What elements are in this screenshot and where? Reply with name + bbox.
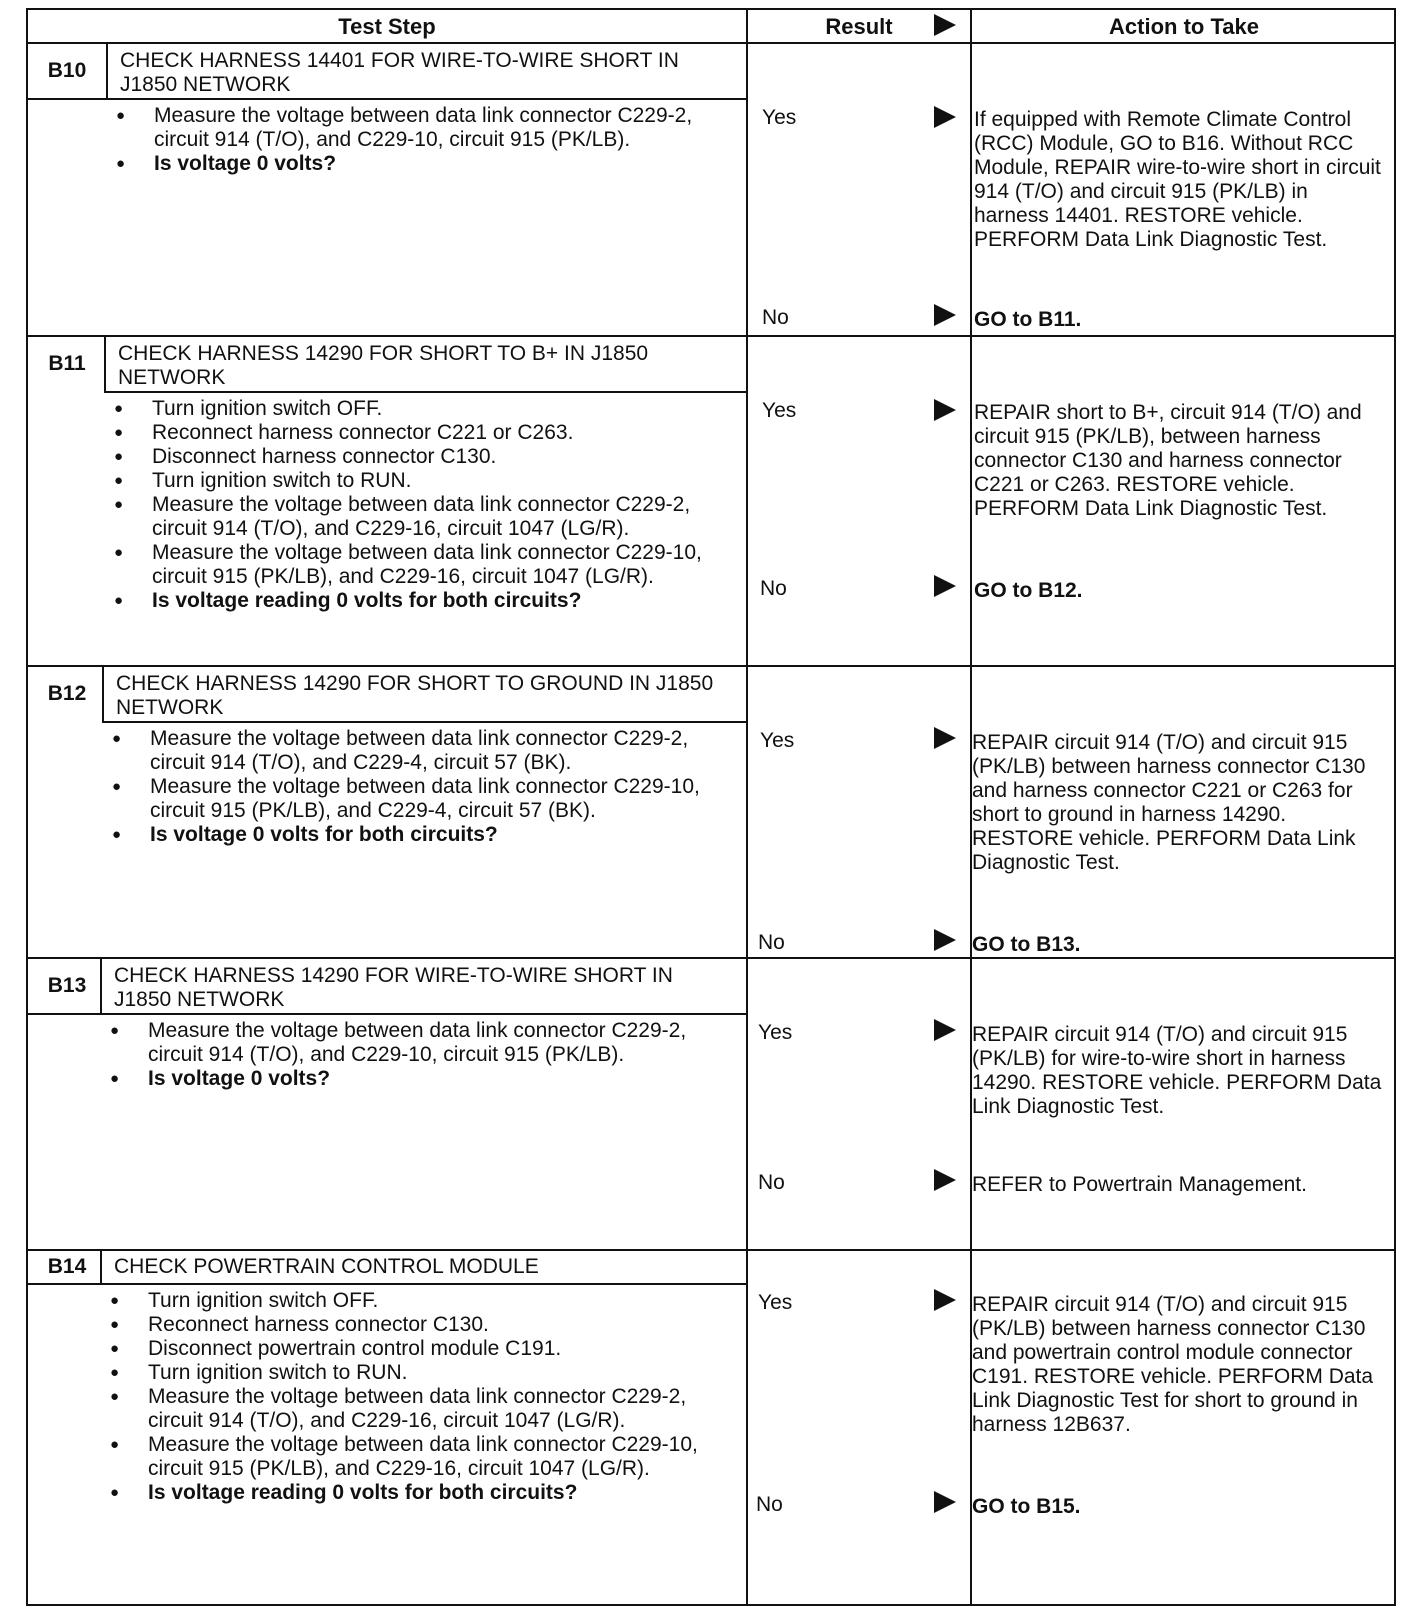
result-no: No (760, 577, 787, 600)
section-id: B11 (48, 352, 86, 375)
result-yes: Yes (758, 1291, 793, 1314)
diagnostic-table (26, 8, 1396, 1606)
step-item: ● Reconnect harness connector C221 or C263. (114, 421, 714, 445)
step-item: ● Measure the voltage between data link connector C229-2, circuit 914 (T/O), and C229-10, circuit 915 (PK/LB). (116, 104, 716, 152)
step-question: ● Is voltage reading 0 volts for both circuits? (110, 1481, 710, 1505)
result-no: No (758, 1171, 785, 1194)
section-id-divider (104, 337, 106, 391)
title-divider (104, 391, 746, 393)
step-item: ● Measure the voltage between data link connector C229-10, circuit 915 (PK/LB), and C229-4, circuit 57 (BK). (112, 775, 712, 823)
result-no: No (762, 306, 789, 329)
yes-action: REPAIR short to B+, circuit 914 (T/O) and circuit 915 (PK/LB), between harness connector C130 and harness connector C221 or C263. RESTORE vehicle. PERFORM Data Link Diagnostic Test. (974, 401, 1362, 520)
section-b13 (28, 959, 1394, 1249)
result-yes: Yes (762, 399, 797, 422)
step-item: ● Measure the voltage between data link connector C229-2, circuit 914 (T/O), and C229-16, circuit 1047 (LG/R). (110, 1385, 710, 1433)
yes-action: If equipped with Remote Climate Control (RCC) Module, GO to B16. Without RCC Module, REPAIR wire-to-wire short in circuit 914 (T/O) and circuit 915 (PK/LB) in harness 14401. RESTORE vehicle. PERFORM Data Link Diagnostic Test. (974, 108, 1381, 251)
no-arrow-icon (934, 1491, 956, 1513)
step-item: ● Reconnect harness connector C130. (110, 1313, 710, 1337)
section-id-divider (100, 959, 102, 1013)
no-action: GO to B13. (972, 933, 1081, 956)
step-list (110, 1019, 710, 1091)
title-divider (102, 721, 746, 723)
no-arrow-icon (934, 304, 956, 326)
no-arrow-icon (934, 929, 956, 951)
section-b11 (28, 337, 1394, 665)
section-title: CHECK HARNESS 14290 FOR SHORT TO GROUND IN J1850 NETWORK (116, 672, 714, 719)
result-yes: Yes (758, 1021, 793, 1044)
step-question: ● Is voltage 0 volts? (110, 1067, 710, 1091)
result-no: No (756, 1493, 783, 1516)
no-action: GO to B12. (974, 579, 1083, 602)
step-question: ● Is voltage reading 0 volts for both circuits? (114, 589, 714, 613)
section-title: CHECK HARNESS 14290 FOR SHORT TO B+ IN J1850 NETWORK (118, 342, 649, 389)
yes-arrow-icon (934, 1289, 956, 1311)
yes-action: REPAIR circuit 914 (T/O) and circuit 915 (PK/LB) between harness connector C130 and powertrain control module connector C191. RESTORE vehicle. PERFORM Data Link Diagnostic Test for short to ground in harness 12B637. (972, 1293, 1374, 1436)
yes-arrow-icon (934, 399, 956, 421)
header-action: Action to Take (1109, 14, 1259, 39)
yes-action: REPAIR circuit 914 (T/O) and circuit 915 (PK/LB) for wire-to-wire short in harness 14290. RESTORE vehicle. PERFORM Data Link Diagnostic Test. (972, 1023, 1382, 1118)
step-item: ● Measure the voltage between data link connector C229-2, circuit 914 (T/O), and C229-4, circuit 57 (BK). (112, 727, 712, 775)
section-b10 (28, 44, 1394, 336)
section-id-divider (102, 667, 104, 721)
section-b12 (28, 667, 1394, 957)
step-list (110, 1289, 710, 1505)
section-id: B14 (47, 1255, 87, 1278)
no-action: GO to B15. (972, 1495, 1081, 1518)
step-item: ● Measure the voltage between data link connector C229-10, circuit 915 (PK/LB), and C229-16, circuit 1047 (LG/R). (114, 541, 714, 589)
step-item: ● Turn ignition switch OFF. (114, 397, 714, 421)
no-action: GO to B11. (974, 308, 1082, 331)
step-item: ● Turn ignition switch OFF. (110, 1289, 710, 1313)
section-id: B12 (47, 682, 87, 705)
step-item: ● Measure the voltage between data link connector C229-10, circuit 915 (PK/LB), and C229-16, circuit 1047 (LG/R). (110, 1433, 710, 1481)
step-item: ● Disconnect powertrain control module C191. (110, 1337, 710, 1361)
section-title: CHECK HARNESS 14290 FOR WIRE-TO-WIRE SHORT IN J1850 NETWORK (114, 964, 673, 1011)
result-yes: Yes (762, 106, 797, 129)
step-list (112, 727, 712, 847)
section-title: CHECK HARNESS 14401 FOR WIRE-TO-WIRE SHORT IN J1850 NETWORK (120, 49, 679, 96)
title-divider (28, 1283, 746, 1285)
yes-action: REPAIR circuit 914 (T/O) and circuit 915 (PK/LB) between harness connector C130 and harness connector C221 or C263 for short to ground in harness 14290. RESTORE vehicle. PERFORM Data Link Diagnostic Test. (972, 731, 1366, 874)
title-divider (28, 1013, 746, 1015)
step-list (114, 397, 714, 613)
no-action: REFER to Powertrain Management. (972, 1173, 1307, 1196)
result-no: No (758, 931, 785, 954)
header-result: Result (825, 14, 893, 39)
step-item: ● Disconnect harness connector C130. (114, 445, 714, 469)
result-yes: Yes (760, 729, 795, 752)
section-id: B10 (47, 59, 87, 82)
no-arrow-icon (934, 575, 956, 597)
header-test-step: Test Step (338, 14, 436, 39)
section-b14 (28, 1251, 1394, 1606)
step-item: ● Measure the voltage between data link connector C229-2, circuit 914 (T/O), and C229-10, circuit 915 (PK/LB). (110, 1019, 710, 1067)
yes-arrow-icon (934, 727, 956, 749)
section-title: CHECK POWERTRAIN CONTROL MODULE (114, 1255, 539, 1278)
yes-arrow-icon (934, 1019, 956, 1041)
yes-arrow-icon (934, 106, 956, 128)
step-item: ● Measure the voltage between data link connector C229-2, circuit 914 (T/O), and C229-16, circuit 1047 (LG/R). (114, 493, 714, 541)
header-arrow-icon (934, 14, 956, 36)
step-item: ● Turn ignition switch to RUN. (114, 469, 714, 493)
step-item: ● Turn ignition switch to RUN. (110, 1361, 710, 1385)
step-list (116, 104, 716, 176)
no-arrow-icon (934, 1169, 956, 1191)
section-id-divider (100, 1251, 102, 1283)
title-divider (28, 98, 746, 100)
section-id: B13 (47, 974, 87, 997)
step-question: ● Is voltage 0 volts for both circuits? (112, 823, 712, 847)
section-id-divider (106, 44, 108, 98)
step-question: ● Is voltage 0 volts? (116, 152, 716, 176)
